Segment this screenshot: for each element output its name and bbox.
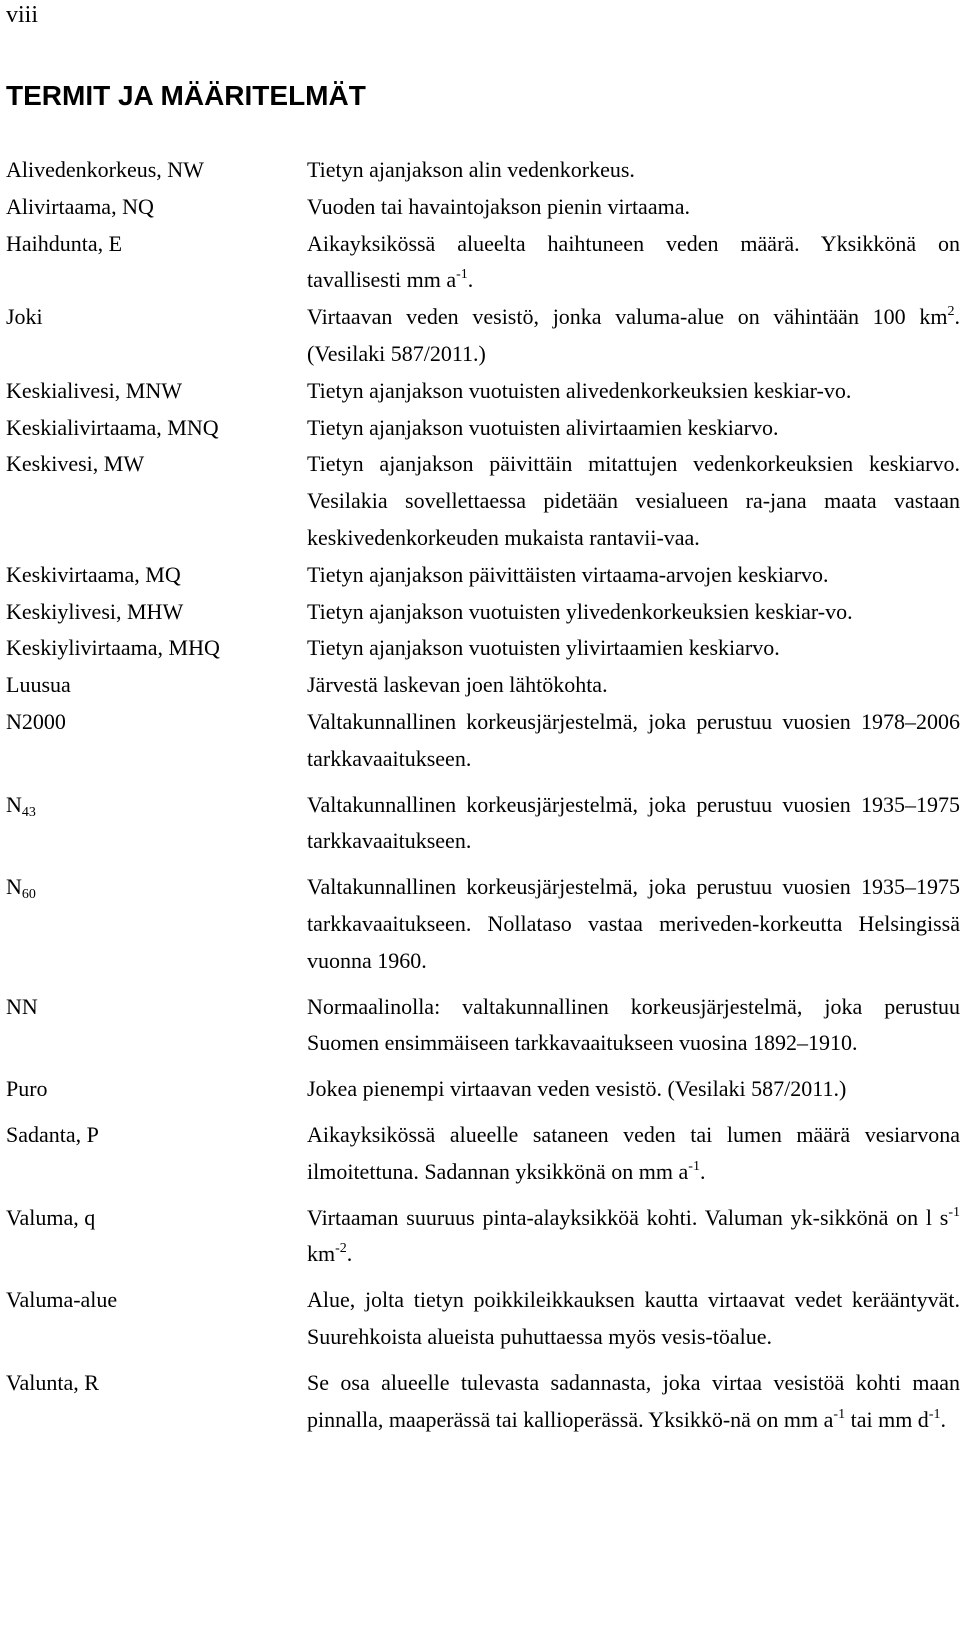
glossary-term: Keskialivirtaama, MNQ [6, 414, 219, 440]
glossary-term: Keskivirtaama, MQ [6, 561, 181, 587]
glossary-entry [6, 704, 960, 778]
glossary-definition: Se osa alueelle tulevasta sadannasta, joka virtaa vesistöä kohti maan pinnalla, maaperässä tai kallioperässä. Yksikkö-nä on mm $a^{-1}$ tai mm $d^{-1}$. [307, 1369, 960, 1432]
glossary-entry [6, 630, 960, 667]
glossary-term: Alivedenkorkeus, NW [6, 157, 204, 182]
glossary-term: N2000 [6, 708, 66, 734]
glossary-definition: Aikayksikössä alueelta haihtuneen veden määrä. Yksikkönä on tavallisesti mm $a^{-1}$. [307, 230, 960, 293]
glossary-term: Keskiylivirtaama, MHQ [6, 635, 220, 661]
glossary-definition: Jokea pienempi virtaavan veden vesistö. (Vesilaki 587/2011.) [307, 1076, 847, 1102]
glossary-entry [6, 189, 960, 226]
glossary-definition: Tietyn ajanjakson vuotuisten ylivirtaamien keskiarvo. [307, 635, 780, 661]
glossary-entry [6, 1071, 960, 1108]
glossary-definition: Tietyn ajanjakson vuotuisten ylivedenkorkeuksien keskiar-vo. [307, 598, 853, 624]
glossary-entry [6, 373, 960, 410]
glossary-list [6, 152, 960, 1438]
glossary-definition: Alue, jolta tietyn poikkileikkauksen kautta virtaavat vedet kerääntyvät. Suurehkoista alueista puhuttaessa myös vesis-töalue. [307, 1287, 960, 1349]
glossary-entry [6, 1365, 960, 1439]
page-title: TERMIT JA MÄÄRITELMÄT [6, 80, 366, 111]
glossary-term: $N_{43}$ [6, 791, 36, 820]
glossary-entry [6, 869, 960, 979]
glossary-definition: Valtakunnallinen korkeusjärjestelmä, joka perustuu vuosien 1978–2006 tarkkavaaitukseen. [307, 708, 960, 771]
glossary-term: Joki [6, 304, 43, 330]
glossary-entry [6, 1117, 960, 1191]
glossary-entry [6, 557, 960, 594]
glossary-entry [6, 1200, 960, 1274]
glossary-definition: Tietyn ajanjakson vuotuisten alivirtaamien keskiarvo. [307, 414, 779, 440]
glossary-entry [6, 989, 960, 1063]
glossary-term: Haihdunta, E [6, 230, 123, 256]
glossary-entry [6, 787, 960, 861]
glossary-definition: Valtakunnallinen korkeusjärjestelmä, joka perustuu vuosien 1935–1975 tarkkavaaitukseen. Nollataso vastaa meriveden-korkeutta Helsingissä vuonna 1960. [307, 874, 960, 973]
glossary-term: Luusua [6, 672, 71, 698]
glossary-term: Keskiylivesi, MHW [6, 598, 184, 624]
glossary-definition: Tietyn ajanjakson päivittäisten virtaama-arvojen keskiarvo. [307, 561, 829, 587]
glossary-definition: Tietyn ajanjakson vuotuisten alivedenkorkeuksien keskiar-vo. [307, 377, 852, 403]
glossary-entry [6, 152, 960, 189]
glossary-definition: Vuoden tai havaintojakson pienin virtaama. [307, 193, 690, 219]
glossary-definition: Normaalinolla: valtakunnallinen korkeusjärjestelmä, joka perustuu Suomen ensimmäiseen tarkkavaaitukseen vuosina 1892–1910. [307, 993, 960, 1056]
glossary-term: Puro [6, 1076, 48, 1102]
glossary-term: $N_{60}$ [6, 874, 36, 903]
glossary-definition: Virtaaman suuruus pinta-alayksikköä kohti. Valuman yk-sikkönä on l $s^{-1}$ $km^{-2}$. [307, 1204, 960, 1267]
glossary-term: Valuma, q [6, 1204, 96, 1230]
glossary-entry [6, 410, 960, 447]
glossary-definition: Virtaavan veden vesistö, jonka valuma-alue on vähintään 100 $km^2$. (Vesilaki 587/2011.) [307, 304, 960, 366]
glossary-term: Valuma-alue [6, 1287, 118, 1313]
glossary-term: Keskialivesi, MNW [6, 377, 182, 403]
glossary-entry [6, 226, 960, 300]
page-number: viii [6, 2, 39, 28]
glossary-definition: Valtakunnallinen korkeusjärjestelmä, joka perustuu vuosien 1935–1975 tarkkavaaitukseen. [307, 791, 960, 854]
glossary-term: Keskivesi, MW [6, 451, 145, 477]
glossary-entry [6, 446, 960, 556]
glossary-definition: Tietyn ajanjakson päivittäin mitattujen vedenkorkeuksien keskiarvo. Vesilakia sovellettaessa pidetään vesialueen ra-jana maata vastaan keskivedenkorkeuden mukaista rantavii-vaa. [307, 451, 960, 550]
glossary-entry [6, 594, 960, 631]
glossary-entry [6, 1282, 960, 1356]
glossary-definition: Tietyn ajanjakson alin vedenkorkeus. [307, 157, 635, 182]
glossary-term: Alivirtaama, NQ [6, 193, 154, 219]
glossary-term: Sadanta, P [6, 1121, 99, 1147]
glossary-entry [6, 667, 960, 704]
glossary-term: Valunta, R [6, 1369, 99, 1395]
glossary-term: NN [6, 993, 38, 1019]
glossary-definition: Aikayksikössä alueelle sataneen veden tai lumen määrä vesiarvona ilmoitettuna. Sadannan yksikkönä on mm $a^{-1}$. [307, 1121, 960, 1184]
glossary-definition: Järvestä laskevan joen lähtökohta. [307, 672, 608, 698]
glossary-entry [6, 299, 960, 373]
